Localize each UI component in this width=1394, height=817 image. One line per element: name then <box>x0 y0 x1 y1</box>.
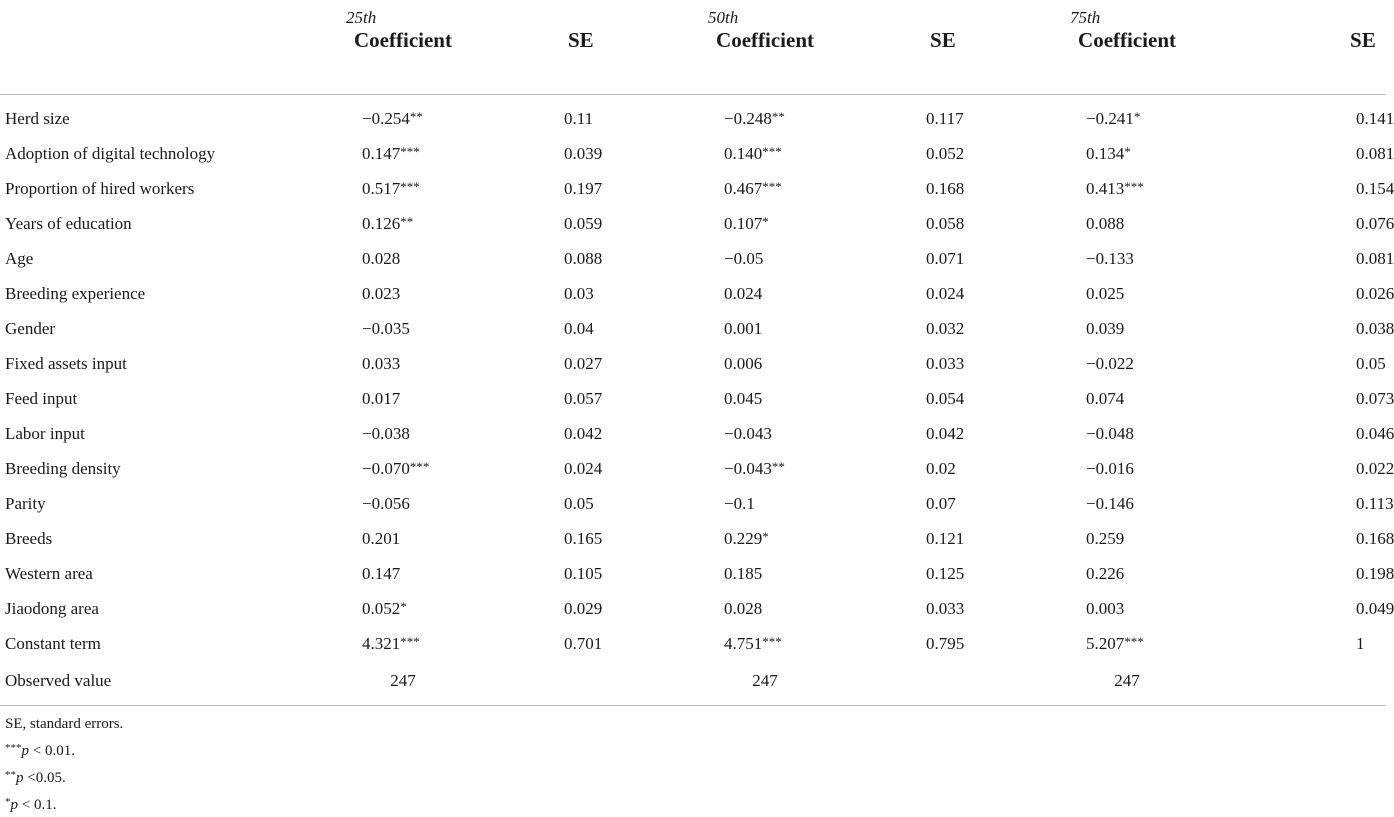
coefficient-value: 0.185 <box>724 563 763 583</box>
coefficient-cell <box>300 381 506 416</box>
se-header-75: SE <box>1230 28 1386 95</box>
footnote-threshold: < 0.01. <box>29 743 75 759</box>
row-label: Adoption of digital technology <box>5 143 216 163</box>
table-footnotes <box>5 712 123 817</box>
coefficient-value: −0.254 <box>362 108 410 128</box>
table-row <box>0 276 1386 311</box>
header-blank <box>0 28 300 95</box>
significance-stars: *** <box>1124 633 1144 649</box>
significance-stars: * <box>400 598 407 614</box>
standard-error-cell: 0.052 <box>926 143 965 163</box>
significance-stars: ** <box>771 458 785 474</box>
standard-error-cell: 0.026 <box>1356 283 1394 303</box>
coefficient-value: 0.413 <box>1086 178 1125 198</box>
coefficient-cell <box>1024 206 1230 241</box>
significance-stars: * <box>1124 143 1131 159</box>
coefficient-cell <box>300 206 506 241</box>
coefficient-cell <box>300 486 506 521</box>
standard-error-cell: 0.024 <box>926 283 965 303</box>
coefficient-value: 0.003 <box>1086 598 1125 618</box>
table-row <box>0 521 1386 556</box>
row-label: Years of education <box>5 213 132 233</box>
coefficient-cell <box>662 591 868 626</box>
coefficient-value: −0.05 <box>724 248 764 268</box>
observed-value-cell: 247 <box>300 661 506 706</box>
significance-stars: *** <box>1124 178 1144 194</box>
coefficient-cell <box>1024 276 1230 311</box>
header-blank <box>0 0 300 28</box>
significance-stars: *** <box>400 143 420 159</box>
standard-error-cell: 0.024 <box>564 458 603 478</box>
coefficient-value: 0.045 <box>724 388 763 408</box>
coefficient-value: 0.147 <box>362 143 401 163</box>
coefficient-cell <box>1024 591 1230 626</box>
coefficient-cell <box>662 521 868 556</box>
coefficient-cell <box>300 451 506 486</box>
row-label: Labor input <box>5 423 85 443</box>
significance-stars: *** <box>400 178 420 194</box>
standard-error-cell: 0.165 <box>564 528 603 548</box>
standard-error-cell: 0.125 <box>926 563 965 583</box>
footnote-threshold: <0.05. <box>23 770 66 786</box>
table-row <box>0 206 1386 241</box>
significance-stars: *** <box>762 178 782 194</box>
table-row <box>0 556 1386 591</box>
table-row <box>0 171 1386 206</box>
table-row <box>0 95 1386 137</box>
coefficient-value: 0.467 <box>724 178 763 198</box>
standard-error-cell: 0.059 <box>564 213 603 233</box>
significance-stars: *** <box>762 633 782 649</box>
coefficient-cell <box>662 556 868 591</box>
footnote-p: p <box>21 743 29 759</box>
row-label: Feed input <box>5 388 78 408</box>
coefficient-value: −0.043 <box>724 423 772 443</box>
significance-stars: ** <box>409 108 423 124</box>
table-row <box>0 346 1386 381</box>
row-label: Western area <box>5 563 93 583</box>
coefficient-value: 0.147 <box>362 563 401 583</box>
coefficient-value: 0.074 <box>1086 388 1125 408</box>
column-header-row <box>0 28 1386 95</box>
coefficient-value: 0.088 <box>1086 213 1125 233</box>
significance-stars: * <box>762 213 769 229</box>
table-row <box>0 381 1386 416</box>
standard-error-cell: 0.197 <box>564 178 603 198</box>
coefficient-cell <box>300 95 506 137</box>
row-label: Breeding density <box>5 458 121 478</box>
standard-error-cell: 0.033 <box>926 598 965 618</box>
coefficient-cell <box>662 626 868 661</box>
coefficient-cell <box>300 521 506 556</box>
coefficient-header-75: Coefficient <box>1024 28 1230 95</box>
coefficient-value: 0.025 <box>1086 283 1125 303</box>
table-row <box>0 311 1386 346</box>
row-label: Age <box>5 248 34 268</box>
standard-error-cell: 0.117 <box>926 108 964 128</box>
coefficient-cell <box>1024 95 1230 137</box>
coefficient-value: −0.146 <box>1086 493 1134 513</box>
standard-error-cell: 0.029 <box>564 598 603 618</box>
coefficient-cell <box>300 416 506 451</box>
standard-error-cell: 0.113 <box>1356 493 1394 513</box>
footnote-p: p <box>16 770 24 786</box>
significance-stars: *** <box>409 458 430 474</box>
coefficient-value: 0.107 <box>724 213 763 233</box>
coefficient-value: 0.226 <box>1086 563 1125 583</box>
coefficient-cell <box>300 626 506 661</box>
coefficient-cell <box>300 241 506 276</box>
coefficient-cell <box>662 416 868 451</box>
row-label: Fixed assets input <box>5 353 127 373</box>
coefficient-value: 4.321 <box>362 633 401 653</box>
table-row <box>0 626 1386 661</box>
standard-error-cell: 0.05 <box>1356 353 1386 373</box>
coefficient-cell <box>1024 136 1230 171</box>
coefficient-value: 0.024 <box>724 283 763 303</box>
coefficient-cell <box>1024 311 1230 346</box>
standard-error-cell: 0.081 <box>1356 143 1394 163</box>
standard-error-cell: 0.168 <box>1356 528 1394 548</box>
standard-error-cell: 0.071 <box>926 248 965 268</box>
coefficient-value: 0.039 <box>1086 318 1125 338</box>
coefficient-value: −0.035 <box>362 318 410 338</box>
percentile-header-row <box>0 0 1386 28</box>
coefficient-value: −0.016 <box>1086 458 1134 478</box>
empty-cell <box>1230 661 1386 706</box>
standard-error-cell: 0.046 <box>1356 423 1394 443</box>
coefficient-value: 0.126 <box>362 213 401 233</box>
standard-error-cell: 0.033 <box>926 353 965 373</box>
table-row <box>0 451 1386 486</box>
coefficient-cell <box>300 171 506 206</box>
coefficient-value: 0.052 <box>362 598 401 618</box>
coefficient-value: −0.043 <box>724 458 772 478</box>
standard-error-cell: 0.141 <box>1356 108 1394 128</box>
footnote-stars: * <box>5 796 11 808</box>
footnote-p: p <box>10 797 18 813</box>
coefficient-value: 0.134 <box>1086 143 1125 163</box>
coefficient-value: −0.038 <box>362 423 410 443</box>
coefficient-cell <box>662 276 868 311</box>
standard-error-cell: 0.042 <box>564 423 603 443</box>
standard-error-cell: 0.04 <box>564 318 594 338</box>
coefficient-value: −0.1 <box>724 493 755 513</box>
footnote-stars: *** <box>5 742 22 754</box>
footnote-se: SE, standard errors. <box>5 716 124 732</box>
coefficient-cell <box>1024 626 1230 661</box>
significance-stars: ** <box>771 108 785 124</box>
standard-error-cell: 0.039 <box>564 143 603 163</box>
significance-stars: *** <box>762 143 782 159</box>
coefficient-cell <box>662 451 868 486</box>
standard-error-cell: 0.073 <box>1356 388 1394 408</box>
coefficient-cell <box>662 346 868 381</box>
coefficient-cell <box>1024 171 1230 206</box>
coefficient-value: 0.033 <box>362 353 401 373</box>
standard-error-cell: 0.038 <box>1356 318 1394 338</box>
standard-error-cell: 0.154 <box>1356 178 1394 198</box>
coefficient-value: 0.028 <box>362 248 401 268</box>
row-label: Observed value <box>0 661 300 706</box>
row-label: Herd size <box>5 108 70 128</box>
empty-cell <box>868 661 1024 706</box>
standard-error-cell: 0.027 <box>564 353 603 373</box>
coefficient-cell <box>1024 416 1230 451</box>
coefficient-cell <box>300 276 506 311</box>
table-row <box>0 416 1386 451</box>
row-label: Parity <box>5 493 46 513</box>
row-label: Constant term <box>5 633 101 653</box>
coefficient-cell <box>662 241 868 276</box>
coefficient-cell <box>1024 381 1230 416</box>
standard-error-cell: 0.11 <box>564 108 594 128</box>
standard-error-cell: 0.701 <box>564 633 603 653</box>
coefficient-value: 0.001 <box>724 318 763 338</box>
significance-stars: * <box>1133 108 1141 124</box>
significance-stars: * <box>762 528 769 544</box>
se-header-25: SE <box>506 28 662 95</box>
coefficient-value: 0.259 <box>1086 528 1125 548</box>
row-label: Jiaodong area <box>5 598 99 618</box>
coefficient-cell <box>662 381 868 416</box>
footnote-threshold: < 0.1. <box>18 797 57 813</box>
table-row <box>0 591 1386 626</box>
coefficient-cell <box>662 95 868 137</box>
significance-stars: ** <box>400 213 414 229</box>
coefficient-cell <box>662 171 868 206</box>
coefficient-value: 0.201 <box>362 528 401 548</box>
row-label: Breeding experience <box>5 283 146 303</box>
coefficient-value: 0.028 <box>724 598 763 618</box>
standard-error-cell: 0.02 <box>926 458 956 478</box>
coefficient-header-25: Coefficient <box>300 28 506 95</box>
coefficient-value: 4.751 <box>724 633 763 653</box>
standard-error-cell: 0.05 <box>564 493 594 513</box>
footnote-p01 <box>5 790 123 817</box>
standard-error-cell: 0.105 <box>564 563 603 583</box>
standard-error-cell: 0.022 <box>1356 458 1394 478</box>
coefficient-cell <box>662 311 868 346</box>
coefficient-value: −0.022 <box>1086 353 1134 373</box>
coefficient-value: 0.023 <box>362 283 401 303</box>
coefficient-cell <box>300 556 506 591</box>
coefficient-value: 5.207 <box>1086 633 1125 653</box>
standard-error-cell: 0.121 <box>926 528 965 548</box>
standard-error-cell: 0.198 <box>1356 563 1394 583</box>
standard-error-cell: 0.168 <box>926 178 965 198</box>
standard-error-cell: 0.042 <box>926 423 965 443</box>
coefficient-cell <box>1024 486 1230 521</box>
standard-error-cell: 0.049 <box>1356 598 1394 618</box>
percentile-50-header: 50th <box>708 8 739 27</box>
standard-error-cell: 0.07 <box>926 493 956 513</box>
observed-value-cell: 247 <box>1024 661 1230 706</box>
coefficient-cell <box>662 136 868 171</box>
standard-error-cell: 0.795 <box>926 633 965 653</box>
empty-cell <box>506 661 662 706</box>
coefficient-cell <box>662 486 868 521</box>
coefficient-cell <box>662 206 868 241</box>
table-row <box>0 136 1386 171</box>
standard-error-cell: 0.057 <box>564 388 603 408</box>
observed-value-cell: 247 <box>662 661 868 706</box>
coefficient-value: −0.048 <box>1086 423 1134 443</box>
coefficient-cell <box>1024 241 1230 276</box>
footnote-p001 <box>5 736 123 763</box>
coefficient-value: 0.517 <box>362 178 401 198</box>
standard-error-cell: 0.076 <box>1356 213 1394 233</box>
percentile-25-header: 25th <box>346 8 377 27</box>
standard-error-cell: 0.03 <box>564 283 594 303</box>
standard-error-cell: 0.058 <box>926 213 965 233</box>
coefficient-value: 0.017 <box>362 388 401 408</box>
coefficient-value: −0.070 <box>362 458 410 478</box>
coefficient-value: −0.056 <box>362 493 410 513</box>
coefficient-header-50: Coefficient <box>662 28 868 95</box>
footnote-p005 <box>5 763 123 790</box>
table-row <box>0 241 1386 276</box>
standard-error-cell: 0.088 <box>564 248 603 268</box>
coefficient-value: −0.133 <box>1086 248 1134 268</box>
significance-stars: *** <box>400 633 420 649</box>
standard-error-cell: 0.032 <box>926 318 965 338</box>
coefficient-cell <box>300 346 506 381</box>
se-header-50: SE <box>868 28 1024 95</box>
row-label: Proportion of hired workers <box>5 178 195 198</box>
observed-value-row <box>0 661 1386 706</box>
standard-error-cell: 1 <box>1356 633 1365 653</box>
footnote-stars: ** <box>5 769 16 781</box>
row-label: Gender <box>5 318 56 338</box>
coefficient-cell <box>300 591 506 626</box>
table-row <box>0 486 1386 521</box>
coefficient-value: 0.229 <box>724 528 763 548</box>
coefficient-cell <box>1024 556 1230 591</box>
coefficient-cell <box>1024 521 1230 556</box>
coefficient-cell <box>300 311 506 346</box>
coefficient-value: 0.140 <box>724 143 763 163</box>
coefficient-value: −0.248 <box>724 108 772 128</box>
percentile-75-header: 75th <box>1070 8 1101 27</box>
coefficient-cell <box>1024 346 1230 381</box>
row-label: Breeds <box>5 528 53 548</box>
coefficient-cell <box>300 136 506 171</box>
coefficient-value: −0.241 <box>1086 108 1134 128</box>
coefficient-value: 0.006 <box>724 353 763 373</box>
table-body <box>0 95 1394 706</box>
standard-error-cell: 0.081 <box>1356 248 1394 268</box>
coefficient-cell <box>1024 451 1230 486</box>
standard-error-cell: 0.054 <box>926 388 965 408</box>
